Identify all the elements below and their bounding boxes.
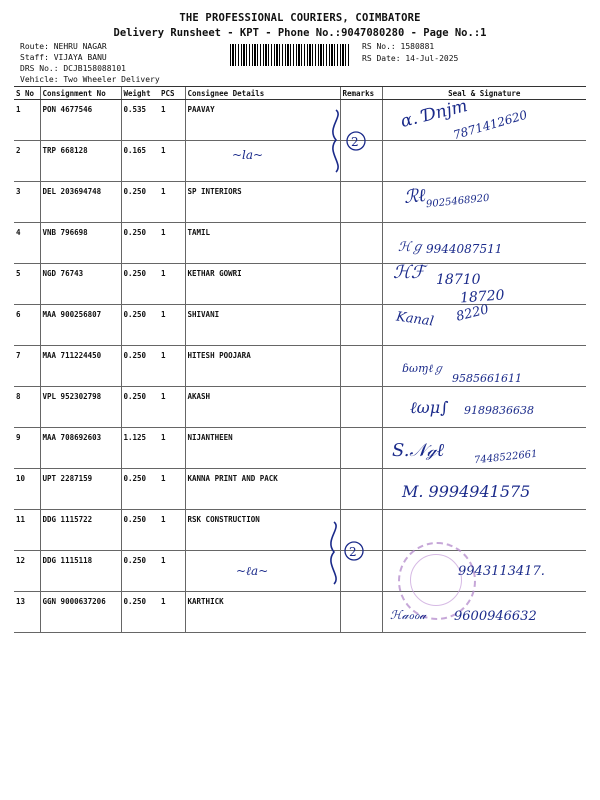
initials-row2: ~la~ [232,148,264,162]
cell-seal [382,510,586,551]
cell-consignee: KETHAR GOWRI [185,264,340,305]
cell-pcs: 1 [159,510,185,551]
cell-consignee: AKASH [185,387,340,428]
cell-pcs: 1 [159,551,185,592]
cell-consignee: TAMIL [185,223,340,264]
cell-sno: 13 [14,592,40,633]
cell-consignment: VNB 796698 [40,223,121,264]
signature-row3: ℛℓ [402,184,427,209]
cell-consignment: PON 4677546 [40,100,121,141]
note-row5b: 18720 [459,287,506,307]
phone-row7: 9585661611 [452,372,522,385]
cell-consignment: TRP 668128 [40,141,121,182]
phone-row12: 9943113417. [458,564,545,579]
cell-consignment: GGN 9000637206 [40,592,121,633]
cell-weight: 0.250 [121,346,159,387]
initials-row4: ℋℊ [398,240,424,255]
cell-sno: 5 [14,264,40,305]
cell-consignee: KARTHICK [185,592,340,633]
cell-weight: 0.250 [121,223,159,264]
cell-sno: 8 [14,387,40,428]
cell-remarks [340,182,382,223]
cell-consignee: HITESH POOJARA [185,346,340,387]
col-sno: S No [14,87,40,100]
cell-sno: 1 [14,100,40,141]
cell-weight: 0.250 [121,387,159,428]
cell-consignee: SP INTERIORS [185,182,340,223]
note-row6: 8220 [454,302,491,325]
cell-remarks [340,387,382,428]
signature-row6: Kanal [395,309,435,330]
cell-remarks [340,223,382,264]
cell-weight: 0.250 [121,592,159,633]
col-consignment: Consignment No [40,87,121,100]
cell-sno: 2 [14,141,40,182]
cell-consignment: UPT 2287159 [40,469,121,510]
cell-consignment: MAA 708692603 [40,428,121,469]
phone-row10: M. 9994941575 [402,482,531,501]
vehicle-label: Vehicle: Two Wheeler Delivery [20,75,160,84]
col-weight: Weight [121,87,159,100]
barcode [230,44,350,66]
remark-mark-1: 2 [351,135,359,149]
cell-weight: 0.250 [121,551,159,592]
remark-mark-2: 2 [349,545,357,559]
cell-pcs: 1 [159,182,185,223]
cell-sno: 12 [14,551,40,592]
rs-date: RS Date: 14-Jul-2025 [362,54,459,63]
cell-seal [382,141,586,182]
cell-consignee: RSK CONSTRUCTION [185,510,340,551]
staff-label: Staff: VIJAYA BANU [20,53,107,62]
runsheet-table [14,86,586,633]
col-remarks: Remarks [340,87,382,100]
signature-row8: ℓωμ∫ [410,398,449,417]
cell-weight: 0.250 [121,182,159,223]
cell-consignment: DDG 1115722 [40,510,121,551]
cell-consignment: DEL 203694748 [40,182,121,223]
signature-row13: ℋ𝒶ℴℴ𝒶 [390,608,427,622]
cell-consignee: PAAVAY [185,100,340,141]
cell-sno: 9 [14,428,40,469]
table-row [14,305,586,346]
cell-pcs: 1 [159,428,185,469]
remark-brace-row1-2 [322,106,382,176]
cell-pcs: 1 [159,346,185,387]
cell-pcs: 1 [159,305,185,346]
cell-pcs: 1 [159,100,185,141]
cell-weight: 0.535 [121,100,159,141]
cell-remarks [340,264,382,305]
cell-pcs: 1 [159,469,185,510]
col-seal: Seal & Signature [382,87,586,100]
cell-pcs: 1 [159,223,185,264]
cell-sno: 4 [14,223,40,264]
cell-consignment: MAA 711224450 [40,346,121,387]
signature-row9: S.𝒩ℊℓ [392,440,444,461]
signature-row5: ℋℱ [393,262,425,283]
signature-row7: ɓωɱℓℊ [402,362,445,375]
remark-brace-row11-12 [318,518,378,588]
cell-sno: 7 [14,346,40,387]
table-row [14,141,586,182]
route-label: Route: NEHRU NAGAR [20,42,107,51]
cell-remarks [340,305,382,346]
cell-pcs: 1 [159,264,185,305]
runsheet-subtitle: Delivery Runsheet - KPT - Phone No.:9047080280 - Page No.:1 [113,27,487,39]
phone-row4: 9944087511 [426,242,503,256]
cell-weight: 0.250 [121,469,159,510]
col-pcs: PCS [159,87,185,100]
cell-remarks [340,592,382,633]
cell-weight: 0.250 [121,510,159,551]
cell-weight: 1.125 [121,428,159,469]
signature-row1: ɑ. Ɗnjm [398,96,470,132]
cell-consignment: VPL 952302798 [40,387,121,428]
cell-weight: 0.250 [121,305,159,346]
cell-consignee: KANNA PRINT AND PACK [185,469,340,510]
cell-weight: 0.250 [121,264,159,305]
cell-remarks [340,346,382,387]
cell-pcs: 1 [159,141,185,182]
note-row5a: 18710 [436,272,481,288]
cell-sno: 10 [14,469,40,510]
cell-weight: 0.165 [121,141,159,182]
cell-sno: 6 [14,305,40,346]
phone-row3: 9025468920 [425,192,491,211]
phone-row9: 7448522661 [473,448,539,467]
cell-remarks [340,428,382,469]
cell-remarks [340,469,382,510]
cell-consignee: NIJANTHEEN [185,428,340,469]
cell-sno: 11 [14,510,40,551]
cell-consignment: DDG 1115118 [40,551,121,592]
cell-pcs: 1 [159,592,185,633]
phone-row8: 9189836638 [464,404,534,417]
cell-consignment: NGD 76743 [40,264,121,305]
cell-consignee: SHIVANI [185,305,340,346]
table-row [14,510,586,551]
table-header-row [14,87,586,100]
col-consignee: Consignee Details [185,87,340,100]
cell-pcs: 1 [159,387,185,428]
phone-row1: 7871412620 [451,107,529,143]
rs-number: RS No.: 1580881 [362,42,435,51]
cell-sno: 3 [14,182,40,223]
phone-row13: 9600946632 [454,609,537,624]
drs-label: DRS No.: DCJB158088101 [20,64,126,73]
company-title: THE PROFESSIONAL COURIERS, COIMBATORE [179,12,421,24]
table-row [14,182,586,223]
initials-row12: ~ℓa~ [236,564,269,578]
cell-consignment: MAA 900256807 [40,305,121,346]
